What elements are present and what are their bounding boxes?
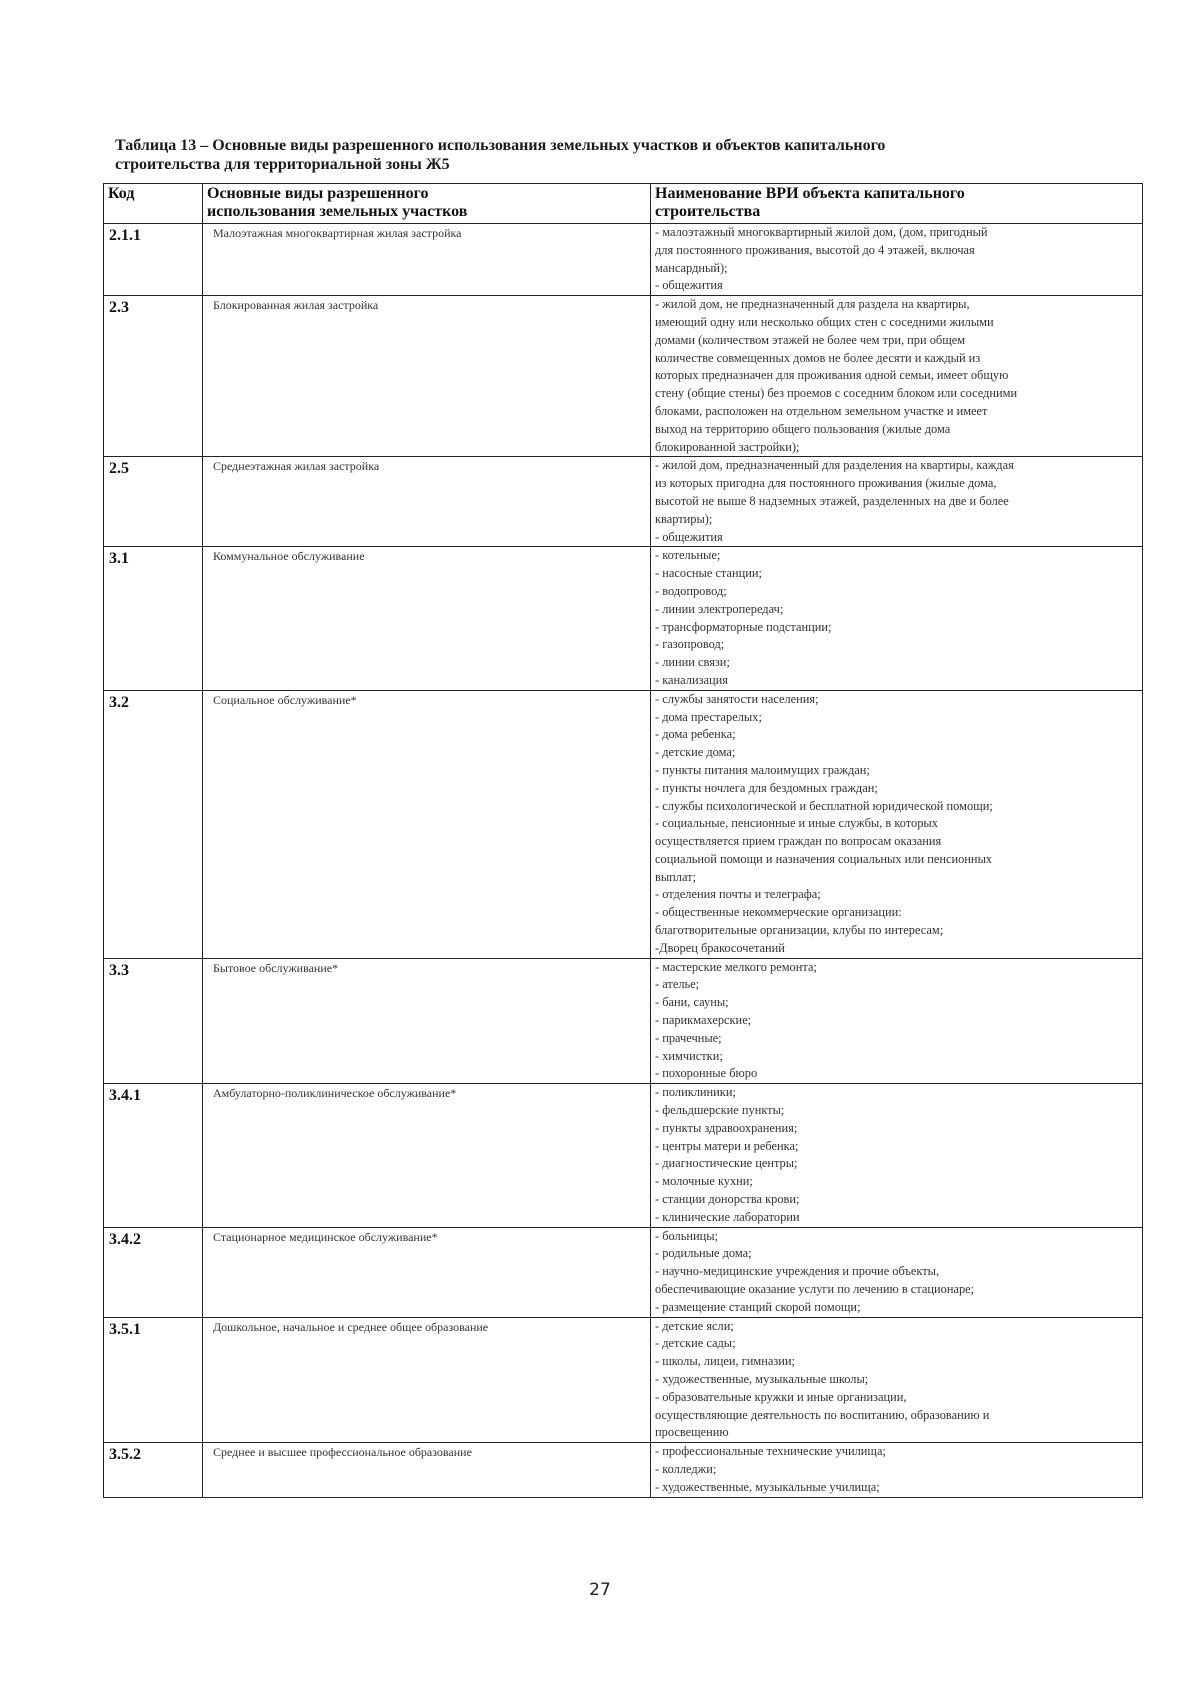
object-item: высотой не выше 8 надземных этажей, разделенных на две и более (655, 493, 1009, 508)
land-use-table (103, 183, 1143, 1498)
object-item: - химчистки; (655, 1048, 723, 1063)
object-item: - трансформаторные подстанции; (655, 619, 832, 634)
row-objects (651, 1317, 1143, 1443)
object-item: - образовательные кружки и иные организации, (655, 1389, 907, 1404)
object-item: - котельные; (655, 548, 721, 563)
row-use-type: Амбулаторно-поликлиническое обслуживание* (203, 1084, 651, 1227)
object-item: - службы занятости населения; (655, 691, 819, 706)
object-item: стену (общие стены) без проемов с соседним блоком или соседними (655, 386, 1018, 401)
row-objects (651, 457, 1143, 547)
object-item: - линии электропередач; (655, 601, 784, 616)
object-item: квартиры); (655, 511, 713, 526)
row-code: 3.1 (104, 547, 203, 690)
object-item: - прачечные; (655, 1030, 722, 1045)
row-code: 3.4.2 (104, 1227, 203, 1317)
table-row (104, 1443, 1143, 1497)
object-item: - больницы; (655, 1228, 719, 1243)
row-code: 2.5 (104, 457, 203, 547)
page-number: 27 (589, 1580, 611, 1600)
row-objects (651, 690, 1143, 958)
row-code: 2.1.1 (104, 224, 203, 296)
row-code: 2.3 (104, 296, 203, 457)
table-row (104, 1317, 1143, 1443)
object-item: - детские дома; (655, 745, 736, 760)
header-object-name: Наименование ВРИ объекта капитального строительства (651, 184, 1143, 224)
object-item: количестве совмещенных домов не более десяти и каждый из (655, 350, 981, 365)
table-row (104, 547, 1143, 690)
object-item: - социальные, пенсионные и иные службы, в которых (655, 816, 938, 831)
row-use-type: Социальное обслуживание* (203, 690, 651, 958)
object-item: выплат; (655, 869, 697, 884)
table-caption (115, 136, 1115, 174)
object-item: - водопровод; (655, 583, 727, 598)
object-item: - насосные станции; (655, 566, 762, 581)
row-use-type: Коммунальное обслуживание (203, 547, 651, 690)
object-item: обеспечивающие оказание услуги по лечению в стационаре; (655, 1282, 975, 1297)
object-item: блокированной застройки); (655, 439, 800, 454)
row-use-type: Стационарное медицинское обслуживание* (203, 1227, 651, 1317)
object-item: -Дворец бракосочетаний (655, 940, 785, 955)
object-item: - похоронные бюро (655, 1066, 758, 1081)
object-item: - научно-медицинские учреждения и прочие объекты, (655, 1264, 940, 1279)
header-use-type: Основные виды разрешенного использования земельных участков (203, 184, 651, 224)
object-item: - родильные дома; (655, 1246, 752, 1261)
object-item: - малоэтажный многоквартирный жилой дом, (дом, пригодный (655, 225, 988, 239)
object-item: - ателье; (655, 977, 700, 992)
object-item: домами (количеством этажей не более чем три, при общем (655, 332, 966, 347)
table-body (104, 224, 1143, 1498)
object-item: - общественные некоммерческие организации: (655, 905, 902, 920)
object-item: - линии связи; (655, 655, 730, 670)
object-item: - профессиональные технические училища; (655, 1444, 886, 1459)
object-item: - школы, лицеи, гимназии; (655, 1354, 795, 1369)
object-item: просвещению (655, 1425, 729, 1440)
object-item: - дома престарелых; (655, 709, 762, 724)
object-item: - художественные, музыкальные школы; (655, 1372, 869, 1386)
object-item: - мастерские мелкого ремонта; (655, 959, 817, 974)
row-objects (651, 1227, 1143, 1317)
object-item: - отделения почты и телеграфа; (655, 887, 821, 902)
table-row (104, 1084, 1143, 1227)
row-objects (651, 958, 1143, 1084)
table-row (104, 958, 1143, 1084)
table-row (104, 296, 1143, 457)
table-row (104, 457, 1143, 547)
object-item: - парикмахерские; (655, 1013, 752, 1028)
object-item: - фельдшерские пункты; (655, 1103, 785, 1118)
object-item: - центры матери и ребенка; (655, 1138, 799, 1153)
object-item: - художественные, музыкальные училища; (655, 1479, 880, 1494)
table-caption-line: Таблица 13 – Основные виды разрешенного использования земельных участков и объектов капитального (115, 137, 886, 154)
object-item: - диагностические центры; (655, 1156, 798, 1171)
object-item: - дома ребенка; (655, 727, 736, 742)
object-item: - размещение станций скорой помощи; (655, 1299, 861, 1314)
row-code: 3.5.2 (104, 1443, 203, 1497)
row-objects (651, 296, 1143, 457)
object-item: осуществляющие деятельность по воспитанию, образованию и (655, 1407, 990, 1422)
row-use-type: Малоэтажная многоквартирная жилая застройка (203, 224, 651, 296)
object-item: - общежития (655, 278, 723, 293)
object-item: мансардный); (655, 260, 728, 275)
object-item: - детские ясли; (655, 1318, 734, 1333)
object-item: - службы психологической и бесплатной юридической помощи; (655, 798, 993, 813)
object-item: - жилой дом, не предназначенный для раздела на квартиры, (655, 297, 970, 312)
table-row (104, 690, 1143, 958)
row-use-type: Бытовое обслуживание* (203, 958, 651, 1084)
object-item: выход на территорию общего пользования (жилые дома (655, 421, 951, 436)
object-item: - общежития (655, 529, 723, 544)
row-use-type: Среднеэтажная жилая застройка (203, 457, 651, 547)
object-item: из которых пригодна для постоянного проживания (жилые дома, (655, 476, 997, 491)
row-use-type: Блокированная жилая застройка (203, 296, 651, 457)
table-caption-line: строительства для территориальной зоны Ж5 (115, 156, 450, 173)
object-item: - пункты здравоохранения; (655, 1120, 798, 1135)
row-objects (651, 547, 1143, 690)
row-use-type: Дошкольное, начальное и среднее общее образование (203, 1317, 651, 1443)
row-code: 3.2 (104, 690, 203, 958)
row-code: 3.3 (104, 958, 203, 1084)
object-item: - пункты питания малоимущих граждан; (655, 762, 870, 777)
row-objects (651, 1443, 1143, 1497)
object-item: для постоянного проживания, высотой до 4 этажей, включая (655, 242, 975, 257)
row-code: 3.5.1 (104, 1317, 203, 1443)
object-item: которых предназначен для проживания одной семьи, имеет общую (655, 368, 1009, 383)
object-item: блоками, расположен на отдельном земельном участке и имеет (655, 403, 988, 418)
object-item: - поликлиники; (655, 1085, 736, 1100)
table-row (104, 1227, 1143, 1317)
object-item: благотворительные организации, клубы по интересам; (655, 923, 944, 938)
object-item: - газопровод; (655, 637, 725, 652)
row-use-type: Среднее и высшее профессиональное образование (203, 1443, 651, 1497)
object-item: - бани, сауны; (655, 995, 729, 1010)
object-item: - жилой дом, предназначенный для разделения на квартиры, каждая (655, 458, 1014, 473)
table-header-row (104, 184, 1143, 224)
table-row (104, 224, 1143, 296)
object-item: - клинические лаборатории (655, 1209, 800, 1224)
row-objects (651, 224, 1143, 296)
object-item: имеющий одну или несколько общих стен с соседними жилыми (655, 314, 994, 329)
object-item: - колледжи; (655, 1461, 717, 1476)
object-item: - молочные кухни; (655, 1174, 753, 1189)
object-item: - станции донорства крови; (655, 1192, 800, 1207)
object-item: осуществляется прием граждан по вопросам оказания (655, 834, 942, 849)
header-code: Код (104, 184, 203, 224)
object-item: социальной помощи и назначения социальных или пенсионных (655, 851, 993, 866)
row-code: 3.4.1 (104, 1084, 203, 1227)
object-item: - канализация (655, 672, 728, 687)
object-item: - детские сады; (655, 1336, 736, 1351)
row-objects (651, 1084, 1143, 1227)
object-item: - пункты ночлега для бездомных граждан; (655, 780, 878, 795)
